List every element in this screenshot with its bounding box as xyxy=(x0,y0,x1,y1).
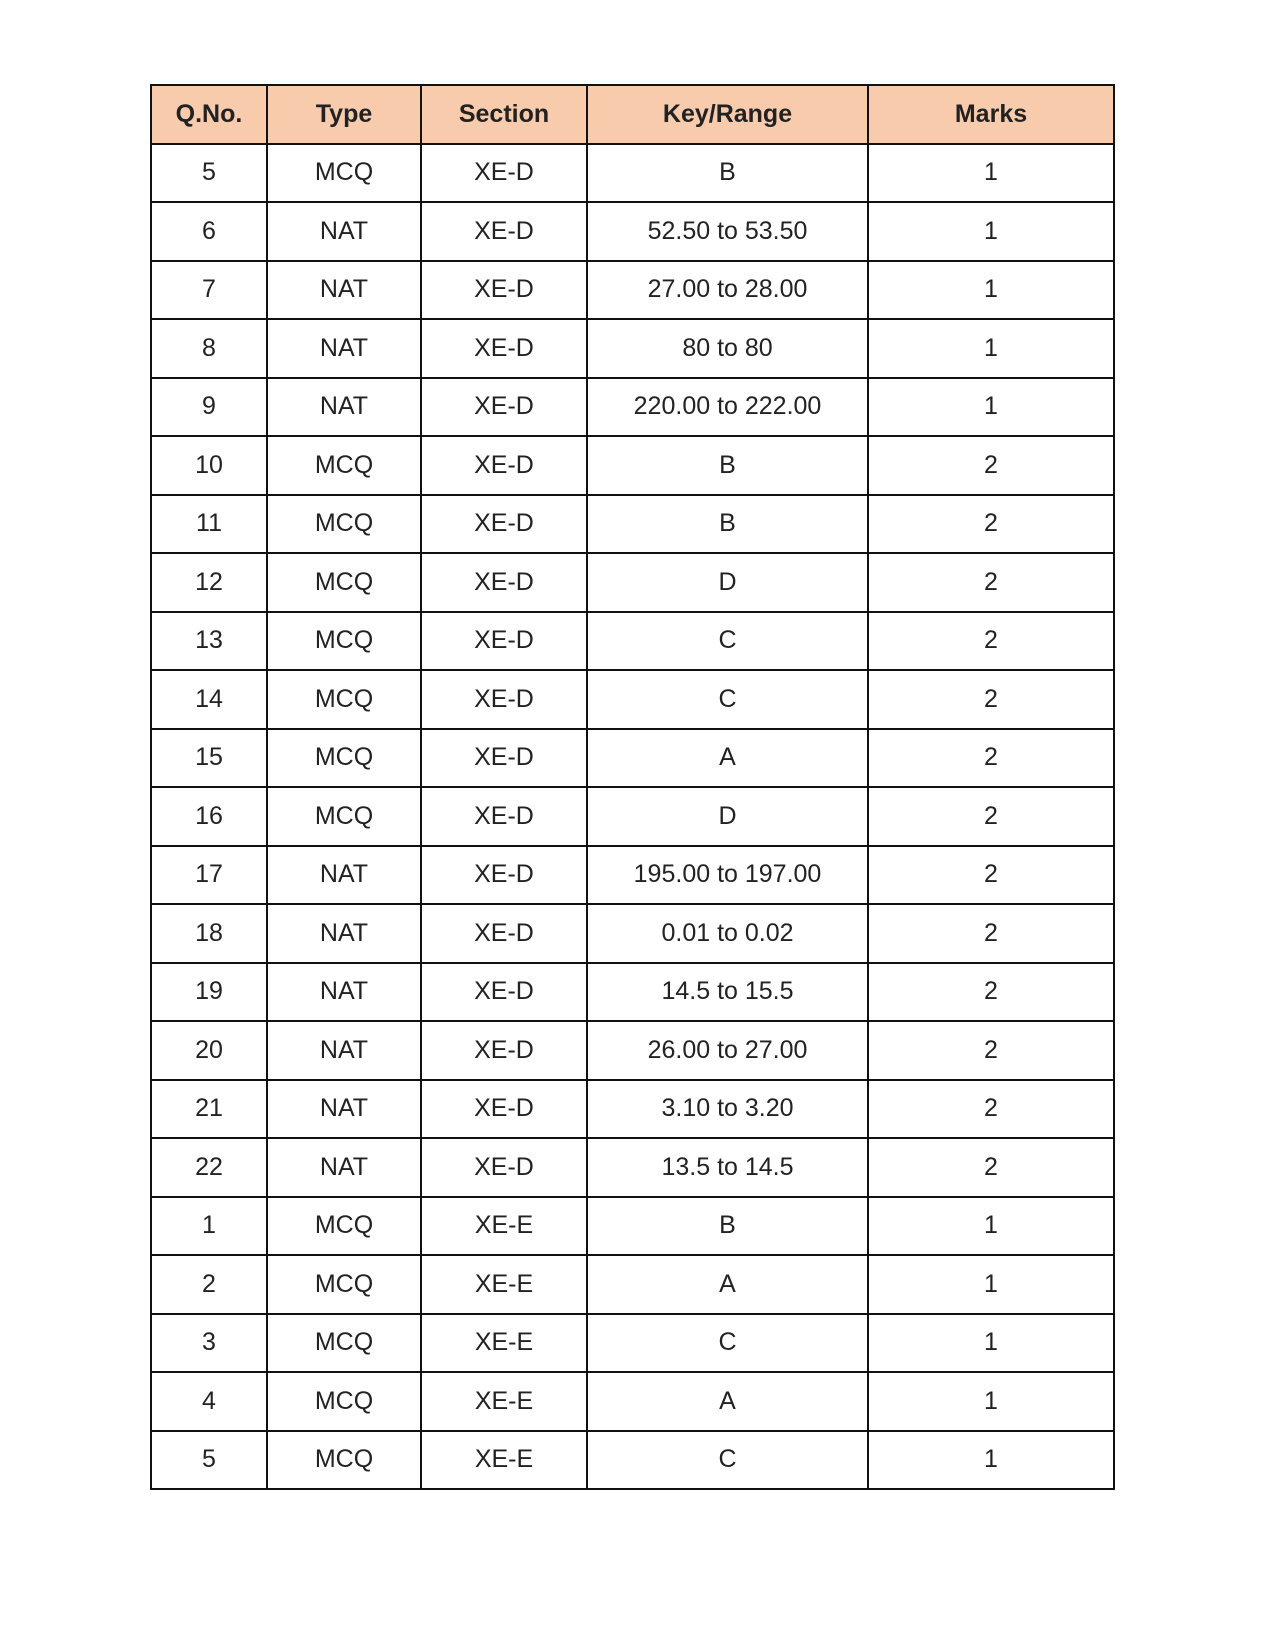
cell-qno: 20 xyxy=(151,1021,267,1080)
header-type: Type xyxy=(267,85,421,144)
cell-key-range: 195.00 to 197.00 xyxy=(587,846,868,905)
cell-marks: 1 xyxy=(868,1197,1114,1256)
cell-marks: 2 xyxy=(868,787,1114,846)
cell-type: NAT xyxy=(267,319,421,378)
cell-qno: 12 xyxy=(151,553,267,612)
cell-qno: 4 xyxy=(151,1372,267,1431)
cell-type: NAT xyxy=(267,378,421,437)
cell-section: XE-D xyxy=(421,963,587,1022)
cell-key-range: B xyxy=(587,436,868,495)
cell-marks: 1 xyxy=(868,1255,1114,1314)
cell-qno: 8 xyxy=(151,319,267,378)
cell-key-range: A xyxy=(587,729,868,788)
cell-key-range: D xyxy=(587,787,868,846)
cell-section: XE-D xyxy=(421,1080,587,1139)
header-qno: Q.No. xyxy=(151,85,267,144)
table-row xyxy=(151,787,1114,846)
cell-key-range: A xyxy=(587,1372,868,1431)
table-row xyxy=(151,144,1114,203)
cell-marks: 1 xyxy=(868,261,1114,320)
cell-marks: 1 xyxy=(868,202,1114,261)
cell-qno: 21 xyxy=(151,1080,267,1139)
cell-marks: 2 xyxy=(868,553,1114,612)
table-row xyxy=(151,729,1114,788)
cell-qno: 9 xyxy=(151,378,267,437)
cell-section: XE-D xyxy=(421,144,587,203)
cell-qno: 10 xyxy=(151,436,267,495)
cell-marks: 1 xyxy=(868,378,1114,437)
cell-key-range: 220.00 to 222.00 xyxy=(587,378,868,437)
cell-qno: 5 xyxy=(151,144,267,203)
cell-marks: 1 xyxy=(868,144,1114,203)
cell-qno: 2 xyxy=(151,1255,267,1314)
table-row xyxy=(151,846,1114,905)
cell-section: XE-D xyxy=(421,495,587,554)
cell-key-range: C xyxy=(587,670,868,729)
cell-type: MCQ xyxy=(267,787,421,846)
answer-key-body xyxy=(151,144,1114,1490)
table-row xyxy=(151,1138,1114,1197)
table-row xyxy=(151,1197,1114,1256)
cell-qno: 22 xyxy=(151,1138,267,1197)
cell-key-range: 3.10 to 3.20 xyxy=(587,1080,868,1139)
cell-qno: 18 xyxy=(151,904,267,963)
cell-section: XE-E xyxy=(421,1255,587,1314)
cell-section: XE-D xyxy=(421,1021,587,1080)
cell-qno: 13 xyxy=(151,612,267,671)
cell-marks: 2 xyxy=(868,670,1114,729)
cell-type: NAT xyxy=(267,1021,421,1080)
cell-key-range: B xyxy=(587,144,868,203)
cell-section: XE-D xyxy=(421,553,587,612)
cell-type: MCQ xyxy=(267,1197,421,1256)
cell-type: NAT xyxy=(267,1138,421,1197)
cell-section: XE-E xyxy=(421,1197,587,1256)
cell-section: XE-D xyxy=(421,261,587,320)
cell-type: MCQ xyxy=(267,436,421,495)
cell-section: XE-E xyxy=(421,1372,587,1431)
cell-qno: 19 xyxy=(151,963,267,1022)
table-row xyxy=(151,904,1114,963)
cell-section: XE-D xyxy=(421,319,587,378)
cell-section: XE-D xyxy=(421,612,587,671)
cell-section: XE-D xyxy=(421,1138,587,1197)
cell-key-range: 0.01 to 0.02 xyxy=(587,904,868,963)
cell-key-range: 13.5 to 14.5 xyxy=(587,1138,868,1197)
cell-marks: 2 xyxy=(868,904,1114,963)
cell-key-range: C xyxy=(587,612,868,671)
cell-type: NAT xyxy=(267,261,421,320)
cell-type: MCQ xyxy=(267,1372,421,1431)
cell-marks: 2 xyxy=(868,612,1114,671)
cell-marks: 2 xyxy=(868,729,1114,788)
cell-marks: 1 xyxy=(868,1314,1114,1373)
cell-type: MCQ xyxy=(267,670,421,729)
cell-marks: 1 xyxy=(868,1372,1114,1431)
cell-section: XE-D xyxy=(421,436,587,495)
cell-key-range: 26.00 to 27.00 xyxy=(587,1021,868,1080)
cell-key-range: C xyxy=(587,1314,868,1373)
table-row xyxy=(151,378,1114,437)
cell-type: MCQ xyxy=(267,1255,421,1314)
cell-type: MCQ xyxy=(267,1314,421,1373)
cell-marks: 2 xyxy=(868,963,1114,1022)
cell-marks: 2 xyxy=(868,1080,1114,1139)
cell-qno: 6 xyxy=(151,202,267,261)
cell-key-range: D xyxy=(587,553,868,612)
cell-qno: 15 xyxy=(151,729,267,788)
cell-key-range: 27.00 to 28.00 xyxy=(587,261,868,320)
cell-type: MCQ xyxy=(267,1431,421,1490)
cell-marks: 1 xyxy=(868,319,1114,378)
cell-marks: 2 xyxy=(868,1021,1114,1080)
cell-section: XE-D xyxy=(421,787,587,846)
table-row xyxy=(151,436,1114,495)
cell-section: XE-E xyxy=(421,1314,587,1373)
table-row xyxy=(151,319,1114,378)
cell-key-range: B xyxy=(587,495,868,554)
cell-type: NAT xyxy=(267,846,421,905)
table-row xyxy=(151,1314,1114,1373)
header-key-range: Key/Range xyxy=(587,85,868,144)
cell-type: MCQ xyxy=(267,729,421,788)
cell-type: MCQ xyxy=(267,553,421,612)
cell-type: NAT xyxy=(267,1080,421,1139)
answer-key-header xyxy=(151,85,1114,144)
table-row xyxy=(151,202,1114,261)
cell-section: XE-D xyxy=(421,378,587,437)
cell-marks: 2 xyxy=(868,495,1114,554)
table-row xyxy=(151,553,1114,612)
cell-section: XE-D xyxy=(421,202,587,261)
cell-marks: 1 xyxy=(868,1431,1114,1490)
cell-qno: 3 xyxy=(151,1314,267,1373)
cell-type: MCQ xyxy=(267,495,421,554)
cell-qno: 7 xyxy=(151,261,267,320)
cell-key-range: 14.5 to 15.5 xyxy=(587,963,868,1022)
table-row xyxy=(151,1431,1114,1490)
table-row xyxy=(151,612,1114,671)
header-section: Section xyxy=(421,85,587,144)
cell-marks: 2 xyxy=(868,436,1114,495)
cell-section: XE-D xyxy=(421,729,587,788)
cell-type: NAT xyxy=(267,904,421,963)
cell-key-range: B xyxy=(587,1197,868,1256)
cell-marks: 2 xyxy=(868,1138,1114,1197)
cell-key-range: 52.50 to 53.50 xyxy=(587,202,868,261)
cell-section: XE-D xyxy=(421,670,587,729)
cell-qno: 14 xyxy=(151,670,267,729)
table-row xyxy=(151,1372,1114,1431)
table-row xyxy=(151,1080,1114,1139)
cell-section: XE-D xyxy=(421,846,587,905)
cell-qno: 11 xyxy=(151,495,267,554)
cell-key-range: 80 to 80 xyxy=(587,319,868,378)
table-row xyxy=(151,261,1114,320)
cell-type: NAT xyxy=(267,963,421,1022)
table-row xyxy=(151,1255,1114,1314)
cell-qno: 16 xyxy=(151,787,267,846)
cell-key-range: C xyxy=(587,1431,868,1490)
answer-key-table xyxy=(150,84,1115,1490)
cell-type: MCQ xyxy=(267,612,421,671)
cell-key-range: A xyxy=(587,1255,868,1314)
cell-type: MCQ xyxy=(267,144,421,203)
table-row xyxy=(151,1021,1114,1080)
cell-marks: 2 xyxy=(868,846,1114,905)
cell-section: XE-E xyxy=(421,1431,587,1490)
table-row xyxy=(151,963,1114,1022)
table-row xyxy=(151,495,1114,554)
table-row xyxy=(151,670,1114,729)
cell-qno: 1 xyxy=(151,1197,267,1256)
header-row xyxy=(151,85,1114,144)
header-marks: Marks xyxy=(868,85,1114,144)
cell-section: XE-D xyxy=(421,904,587,963)
cell-qno: 17 xyxy=(151,846,267,905)
cell-type: NAT xyxy=(267,202,421,261)
cell-qno: 5 xyxy=(151,1431,267,1490)
